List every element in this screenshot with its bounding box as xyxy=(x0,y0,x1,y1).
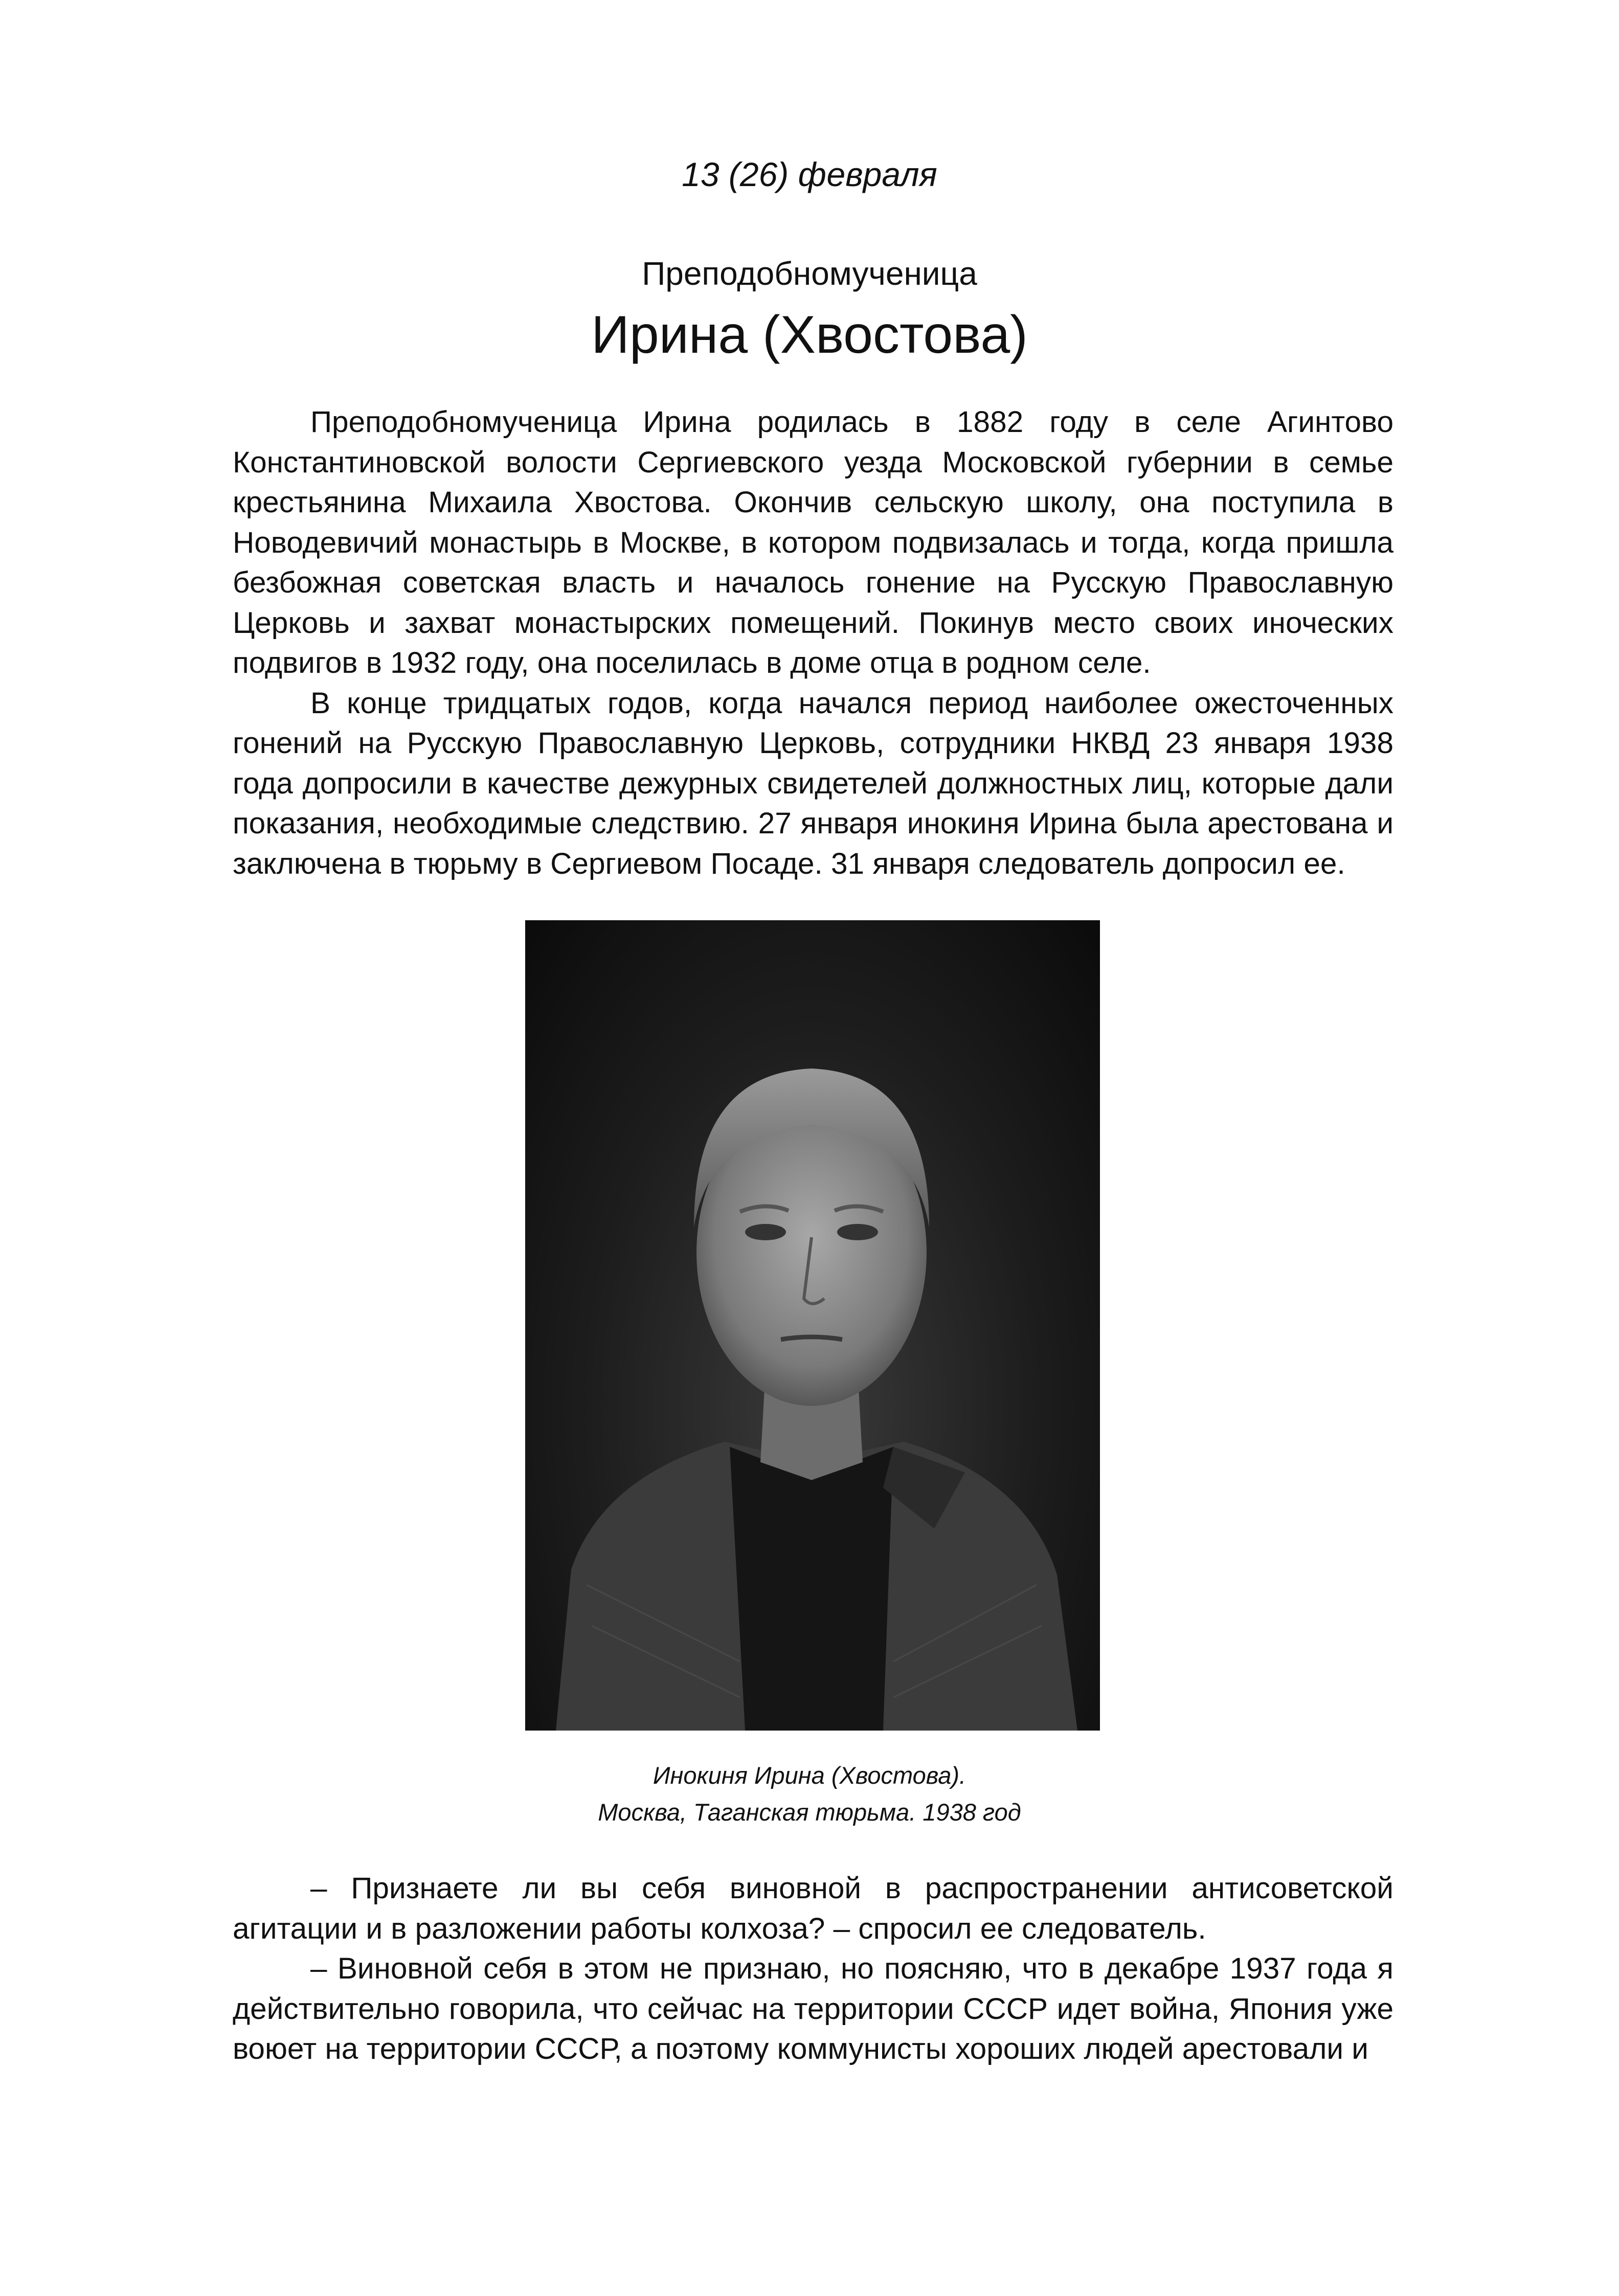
body-text-bottom xyxy=(233,1869,1393,2070)
paragraph: Преподобномученица Ирина родилась в 1882 году в селе Агинтово Константиновской волости Сергиевского уезда Московской губернии в семье крестьянина Михаила Хвостова. Окончив сельскую школу, она поступила в Новодевичий монастырь в Москве, в котором подвизалась и тогда, когда пришла безбожная советская власть и началось гонение на Русскую Православную Церковь и захват монастырских помещений. Покинув место своих иноческих подвигов в 1932 году, она поселилась в доме отца в родном селе. xyxy=(233,405,1393,679)
paragraph: В конце тридцатых годов, когда начался период наиболее ожесточенных гонений на Русскую Православную Церковь, сотрудники НКВД 23 января 1938 года допросили в качестве дежурных свидетелей должностных лиц, которые дали показания, необходимые следствию. 27 января инокиня Ирина была арестована и заключена в тюрьму в Сергиевом Посаде. 31 января следователь допросил ее. xyxy=(233,686,1393,880)
page-title: Ирина (Хвостова) xyxy=(591,305,1028,365)
date-heading: 13 (26) февраля xyxy=(682,155,937,193)
photo-caption-line-2: Москва, Таганская тюрьма. 1938 год xyxy=(598,1799,1021,1826)
portrait-photo xyxy=(525,920,1100,1731)
body-text-top xyxy=(233,402,1393,884)
photo-caption-line-1: Инокиня Ирина (Хвостова). xyxy=(653,1762,966,1789)
paragraph: – Виновной себя в этом не признаю, но поясняю, что в декабре 1937 года я действительно говорила, что сейчас на территории СССР идет война, Япония уже воюет на территории СССР, а поэтому коммунисты хороших людей арестовали и xyxy=(233,1952,1393,2065)
saint-rank: Преподобномученица xyxy=(642,255,977,292)
paragraph: – Признаете ли вы себя виновной в распространении антисоветской агитации и в разложении работы колхоза? – спросил ее следователь. xyxy=(233,1872,1393,1945)
